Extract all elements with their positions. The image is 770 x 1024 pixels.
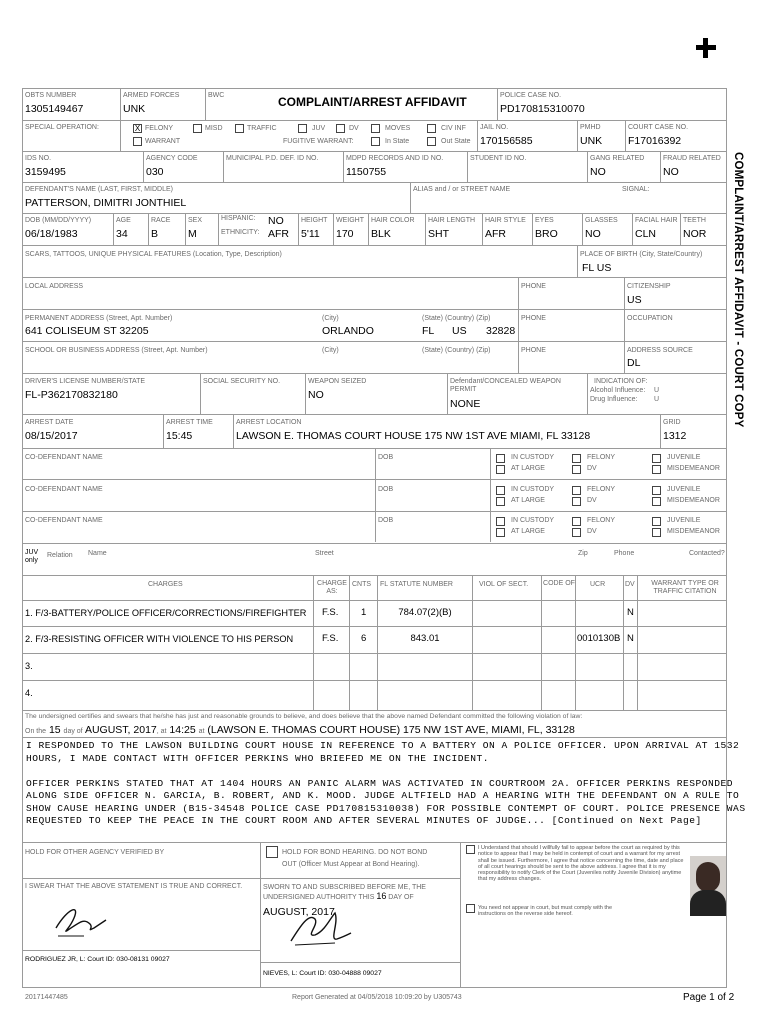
out-officer-label: OUT (Officer Must Appear at Bond Hearing). [282,861,420,868]
pob-value: FL US [582,262,612,274]
bwc-label: BWC [208,92,225,99]
municipal-label: MUNICIPAL P.D. DEF. ID NO. [226,155,319,162]
special-operation-label: SPECIAL OPERATION: [25,124,99,131]
officer-1-name: RODRIGUEZ JR, L: Court ID: 030-08131 09027 [25,956,170,963]
hold-bond-label: HOLD FOR BOND HEARING. DO NOT BOND [282,849,428,856]
weight-value: 170 [336,228,354,240]
fugitive-warrant-label: FUGITIVE WARRANT: [283,138,354,145]
codef-juvenile-label: JUVENILE [667,486,701,493]
race-label: RACE [151,217,171,224]
school-phone-label: PHONE [521,347,546,354]
dob-value: 06/18/1983 [25,228,78,240]
drug-label: Drug Influence: [590,396,638,403]
codefendant-name-label: CO-DEFENDANT NAME [25,454,103,461]
codef-dv-label: DV [587,465,597,472]
viol-header: VIOL OF SECT. [479,581,529,588]
local-phone-label: PHONE [521,283,546,290]
codef-misdemeanor-label: MISDEMEANOR [667,528,720,535]
juv-phone-label: Phone [614,550,635,557]
school-label: SCHOOL OR BUSINESS ADDRESS (Street, Apt. Number) [25,347,208,354]
citizenship-label: CITIZENSHIP [627,283,671,290]
arrest-time-value: 15:45 [166,430,193,442]
codef-juvenile-checkbox[interactable] [652,517,661,526]
understand-text: I Understand that should I willfully fail to appear before the court as required by this notice to appear that I may be held in contempt of court and a warrant for my arrest shall be issued. Furthermore, I agree that notice concerning the time, date and place of all court hearings should be sent to the above address. I agree that it is my responsibility to notify Clerk of the Court (Juveniles notify Juvenile Division) anytime that my address changes. [478,845,684,883]
codef-dv-checkbox[interactable] [572,528,581,537]
hair-style-value: AFR [485,228,506,240]
pob-label: PLACE OF BIRTH (City, State/Country) [580,251,703,258]
at-large-label: AT LARGE [511,497,545,504]
school-city-label: (City) [322,347,339,354]
weapon-label: WEAPON SEIZED [308,378,367,385]
in-custody-label: IN CUSTODY [511,454,555,461]
armed-forces-label: ARMED FORCES [123,92,180,99]
at-large-checkbox[interactable] [496,465,505,474]
juv-contacted-label: Contacted? [689,550,725,557]
defendant-name-label: DEFENDANT'S NAME (LAST, FIRST, MIDDLE) [25,186,173,193]
state-label: (State) (Country) (Zip) [422,315,491,322]
city-label: (City) [322,315,339,322]
hair-length-label: HAIR LENGTH [428,217,476,224]
warrant-type-header: WARRANT TYPE OR TRAFFIC CITATION [651,580,719,595]
school-state-label: (State) (Country) (Zip) [422,347,491,354]
narrative-line [26,765,746,778]
narrative-line: REQUESTED TO KEEP THE PEACE IN THE COURT ROOM AND AFTER SEVERAL MINUTES OF JUDGE... [Continued on Next Page] [26,815,702,826]
certify-line: On the 15 day of AUGUST, 2017, at 14:25 at (LAWSON E. THOMAS COURT HOUSE) 175 NW 1ST AVE, MIAMI, FL, 33128 [25,724,575,736]
juv-label: JUV [312,125,326,132]
traffic-checkbox[interactable] [235,124,244,133]
alias-label: ALIAS and / or STREET NAME [413,186,511,193]
obts-value: 1305149467 [25,103,84,115]
in-custody-checkbox[interactable] [496,454,505,463]
codef-felony-checkbox[interactable] [572,486,581,495]
in-state-checkbox[interactable] [371,137,380,146]
codefendant-dob-label: DOB [378,486,394,493]
codef-dv-checkbox[interactable] [572,465,581,474]
citizenship-value: US [627,294,642,306]
certify-text: The undersigned certifies and swears that he/she has just and reasonable grounds to believe, and does believe that the above named Defendant committed the following violation of law: [25,713,583,720]
armed-forces-value: UNK [123,103,146,115]
weight-label: WEIGHT [336,217,364,224]
juv-only-label: JUV only [25,549,39,564]
felony-checkbox[interactable]: X [134,124,141,133]
signal-label: SIGNAL: [622,186,650,193]
sex-value: M [188,228,197,240]
mdpd-value: 1150755 [346,166,387,178]
need-not-appear-text: You need not appear in court, but must comply with the instructions on the reverse side hereof. [478,905,613,918]
codef-juvenile-checkbox[interactable] [652,454,661,463]
charge-dv: N [627,633,634,644]
agency-label: AGENCY CODE [146,155,198,162]
court-case-label: COURT CASE NO. [628,124,689,131]
codef-dv-checkbox[interactable] [572,497,581,506]
obts-label: OBTS NUMBER [25,92,77,99]
charge-statute: 784.07(2)(B) [398,607,452,618]
codef-felony-checkbox[interactable] [572,454,581,463]
permit-value: NONE [450,398,481,410]
dv-checkbox[interactable] [336,124,345,133]
gang-value: NO [590,166,606,178]
defendant-name-value: PATTERSON, DIMITRI JONTHIEL [25,197,187,209]
need-not-appear-checkbox[interactable] [466,904,475,913]
at-large-checkbox[interactable] [496,497,505,506]
ids-label: IDS NO. [25,155,52,162]
officer-signature-2 [285,905,355,950]
arrest-location-value: LAWSON E. THOMAS COURT HOUSE 175 NW 1ST AVE MIAMI, FL 33128 [236,430,591,442]
alcohol-value: U [654,387,660,394]
juv-zip-label: Zip [578,550,588,557]
charge-description: 4. [25,688,33,698]
charge-description: 3. [25,661,33,671]
out-state-label: Out State [441,138,471,145]
plus-icon [696,38,716,58]
permanent-phone-label: PHONE [521,315,546,322]
sworn-month: AUGUST, 2017 [263,906,335,918]
codefendant-name-label: CO-DEFENDANT NAME [25,486,103,493]
at-large-label: AT LARGE [511,528,545,535]
charges-header: CHARGES [148,581,183,588]
dl-value: FL-P362170832180 [25,389,118,401]
sex-label: SEX [188,217,203,224]
codefendant-name-label: CO-DEFENDANT NAME [25,517,103,524]
codef-felony-checkbox[interactable] [572,517,581,526]
agency-value: 030 [146,166,164,178]
pmhd-label: PMHD [580,124,601,131]
pmhd-value: UNK [580,135,603,147]
narrative-line: I RESPONDED TO THE LAWSON BUILDING COURT HOUSE IN REFERENCE TO A BATTERY ON A POLICE OFFICER. UPON ARRIVAL AT 1532 [26,740,740,751]
charge-statute: 843.01 [410,633,440,644]
arrest-date-value: 08/15/2017 [25,430,78,442]
gang-label: GANG RELATED [590,155,645,162]
occupation-label: OCCUPATION [627,315,673,322]
charge-counts: 1 [361,607,367,618]
hold-other-agency-label: HOLD FOR OTHER AGENCY VERIFIED BY [25,849,165,856]
height-value: 5'11 [301,228,320,240]
out-state-checkbox[interactable] [427,137,436,146]
codef-misdemeanor-checkbox[interactable] [652,528,661,537]
city-value: ORLANDO [322,325,374,337]
juv-checkbox[interactable] [298,124,307,133]
civ-inf-checkbox[interactable] [427,124,436,133]
charge-as: F.S. [322,607,339,618]
dv-header: DV [625,581,635,588]
codef-felony-label: FELONY [587,454,616,461]
jail-label: JAIL NO. [480,124,509,131]
moves-checkbox[interactable] [371,124,380,133]
zip-value: 32828 [486,325,516,337]
swear-text: I SWEAR THAT THE ABOVE STATEMENT IS TRUE AND CORRECT. [25,883,243,890]
ethnicity-label: ETHNICITY: [221,229,260,236]
narrative-text [26,740,746,828]
permanent-value: 641 COLISEUM ST 32205 [25,325,149,337]
teeth-value: NOR [683,228,707,240]
understand-checkbox[interactable] [466,845,475,854]
in-custody-checkbox[interactable] [496,486,505,495]
charge-description: 1. F/3-BATTERY/POLICE OFFICER/CORRECTIONS/FIREFIGHTER [25,608,307,618]
juv-street-label: Street [315,550,334,557]
arrest-time-label: ARREST TIME [166,419,213,426]
grid-label: GRID [663,419,681,426]
charge-as-header: CHARGE AS: [317,580,347,595]
at-large-checkbox[interactable] [496,528,505,537]
warrant-checkbox[interactable] [133,137,142,146]
charge-description: 2. F/3-RESISTING OFFICER WITH VIOLENCE TO HIS PERSON [25,634,294,644]
narrative-line: SHOW CAUSE HEARING UNDER (B15-34548 POLICE CASE PD170815310038) FOR POSSIBLE CONTEMPT OF COURT. POLICE PRESENCE WAS [26,802,746,814]
felony-label: FELONY [145,125,174,132]
teeth-label: TEETH [683,217,706,224]
misd-checkbox[interactable] [193,124,202,133]
court-case-value: F17016392 [628,135,682,147]
grid-value: 1312 [663,430,687,442]
moves-label: MOVES [385,125,411,132]
codef-misdemeanor-checkbox[interactable] [652,465,661,474]
footer-id: 20171447485 [25,994,68,1001]
in-custody-checkbox[interactable] [496,517,505,526]
permit-label: Defendant/CONCEALED WEAPON PERMIT [450,378,561,393]
codef-misdemeanor-label: MISDEMEANOR [667,497,720,504]
address-source-label: ADDRESS SOURCE [627,347,693,354]
permanent-label: PERMANENT ADDRESS (Street, Apt. Number) [25,315,173,322]
misd-label: MISD [205,125,223,132]
hispanic-value: NO [268,215,284,227]
page-number: Page 1 of 2 [683,992,735,1003]
eyes-value: BRO [535,228,558,240]
drug-value: U [654,396,660,403]
juv-name-label: Name [88,550,107,557]
charge-ucr: 0010130B [577,633,621,644]
dl-label: DRIVER'S LICENSE NUMBER/STATE [25,378,146,385]
codef-misdemeanor-checkbox[interactable] [652,497,661,506]
narrative-line: ALONG SIDE OFFICER N. GARCIA, B. ROBERT, AND K. MOOD. JUDGE ALTFIELD HAD A HEARING WITH THE DEFENDANT ON A RULE TO [26,790,740,801]
charge-as: F.S. [322,633,339,644]
form-title: COMPLAINT/ARREST AFFIDAVIT [278,95,467,109]
side-title: COMPLAINT/ARREST AFFIDAVIT - COURT COPY [732,152,744,428]
codef-dv-label: DV [587,528,597,535]
codef-felony-label: FELONY [587,486,616,493]
in-custody-label: IN CUSTODY [511,486,555,493]
hair-color-label: HAIR COLOR [371,217,415,224]
height-label: HEIGHT [301,217,328,224]
codef-juvenile-label: JUVENILE [667,454,701,461]
ssn-label: SOCIAL SECURITY NO. [203,378,281,385]
charge-dv: N [627,607,634,618]
state-value: FL [422,325,435,337]
ids-value: 3159495 [25,166,66,178]
civ-inf-label: CIV INF [441,125,466,132]
ethnicity-value: AFR [268,228,289,240]
facial-hair-value: CLN [635,228,657,240]
local-address-label: LOCAL ADDRESS [25,283,84,290]
arrest-date-label: ARREST DATE [25,419,74,426]
scars-label: SCARS, TATTOOS, UNIQUE PHYSICAL FEATURES (Location, Type, Description) [25,251,282,258]
codef-juvenile-label: JUVENILE [667,517,701,524]
glasses-value: NO [585,228,601,240]
ucr-header: UCR [590,581,606,588]
codef-felony-label: FELONY [587,517,616,524]
police-case-value: PD170815310070 [500,103,585,115]
jail-value: 170156585 [480,135,533,147]
codefendant-dob-label: DOB [378,454,394,461]
indication-label: INDICATION OF: [594,378,648,385]
hair-color-value: BLK [371,228,391,240]
weapon-value: NO [308,389,324,401]
cnts-header: CNTS [352,581,372,588]
age-label: AGE [116,217,131,224]
warrant-label: WARRANT [145,138,181,145]
dv-label: DV [349,125,359,132]
codefendant-dob-label: DOB [378,517,394,524]
sworn-text: SWORN TO AND SUBSCRIBED BEFORE ME, THE UNDERSIGNED AUTHORITY THIS 16 DAY OF [263,884,426,901]
student-label: STUDENT ID NO. [470,155,527,162]
hair-length-value: SHT [428,228,449,240]
country-value: US [452,325,467,337]
age-value: 34 [116,228,128,240]
glasses-label: GLASSES [585,217,618,224]
officer-2-name: NIEVES, L: Court ID: 030-04888 09027 [263,970,382,977]
officer-signature-1 [50,898,110,943]
fraud-value: NO [663,166,679,178]
defendant-photo [690,856,726,916]
mdpd-label: MDPD RECORDS AND ID NO. [346,155,444,162]
codef-dv-label: DV [587,497,597,504]
arrest-location-label: ARREST LOCATION [236,419,302,426]
race-value: B [151,228,159,240]
hispanic-label: HISPANIC: [221,215,256,222]
at-large-label: AT LARGE [511,465,545,472]
codef-juvenile-checkbox[interactable] [652,486,661,495]
dob-label: DOB (MM/DD/YYYY) [25,217,92,224]
in-custody-label: IN CUSTODY [511,517,555,524]
alcohol-label: Alcohol Influence: [590,387,646,394]
report-generated: Report Generated at 04/05/2018 10:09:20 by U305743 [292,994,462,1001]
traffic-label: TRAFFIC [247,125,277,132]
narrative-line: OFFICER PERKINS STATED THAT AT 1404 HOURS AN PANIC ALARM WAS ACTIVATED IN COURTROOM 2A. OFFICER PERKINS RESPONDED [26,777,734,789]
hold-bond-checkbox[interactable] [266,846,278,858]
address-source-value: DL [627,357,641,369]
code-of-header: CODE OF [543,580,575,587]
relation-label: Relation [47,552,73,559]
codef-misdemeanor-label: MISDEMEANOR [667,465,720,472]
statute-header: FL STATUTE NUMBER [380,581,453,588]
charge-counts: 6 [361,633,367,644]
fraud-label: FRAUD RELATED [663,155,721,162]
hair-style-label: HAIR STYLE [485,217,526,224]
facial-hair-label: FACIAL HAIR [635,217,678,224]
narrative-line: HOURS, I MADE CONTACT WITH OFFICER PERKINS WHO BRIEFED ME ON THE INCIDENT. [26,752,490,764]
police-case-label: POLICE CASE NO. [500,92,562,99]
in-state-label: In State [385,138,410,145]
eyes-label: EYES [535,217,554,224]
